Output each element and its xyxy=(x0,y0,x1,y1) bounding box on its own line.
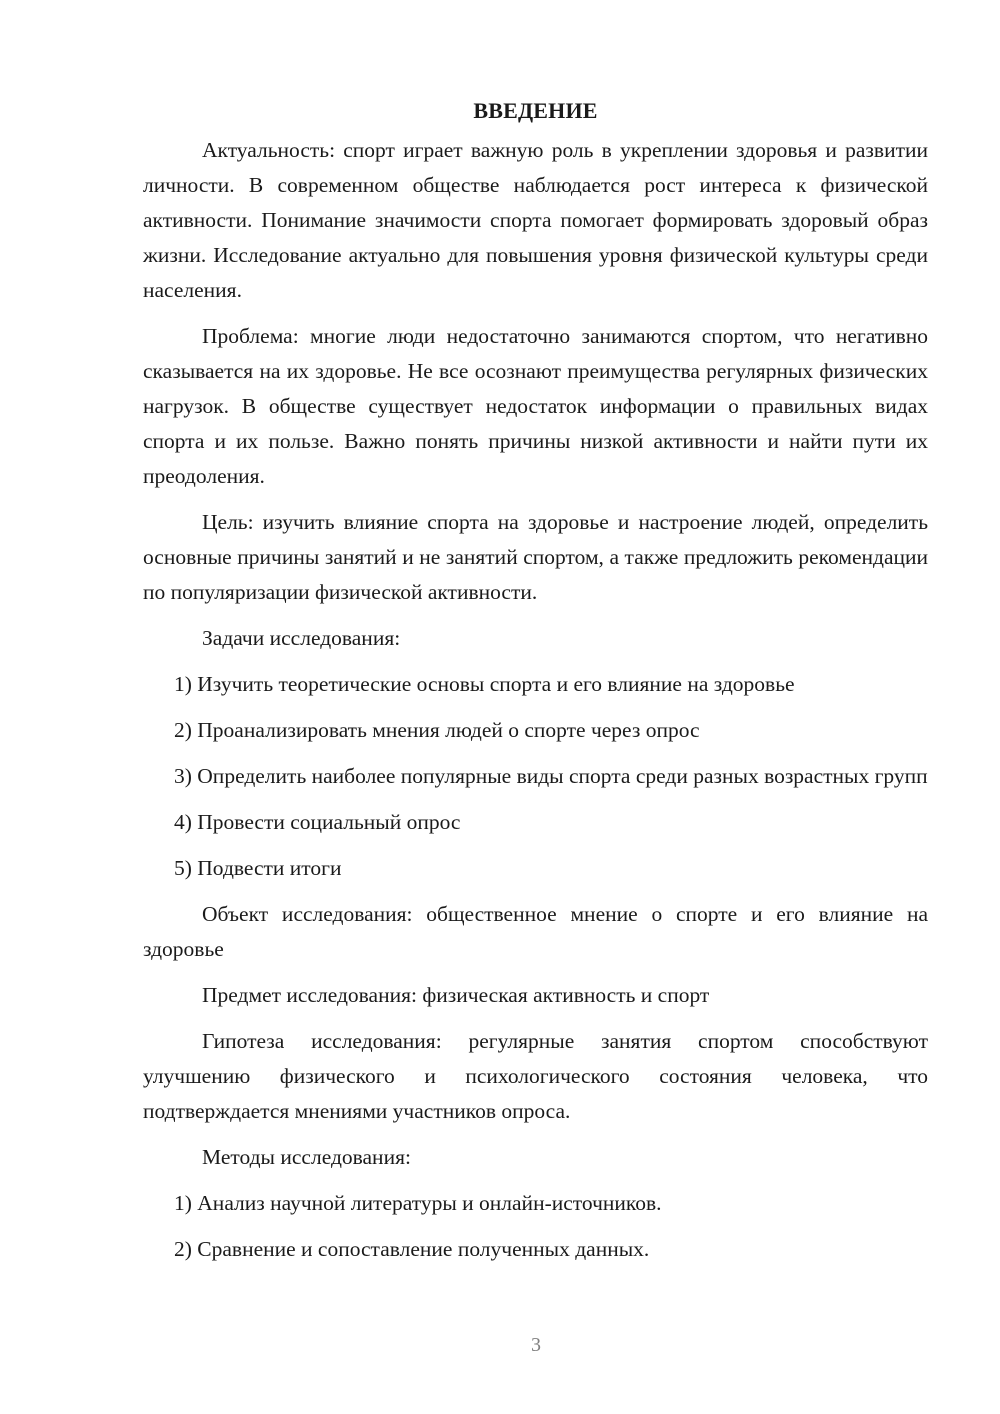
task-item: 5) Подвести итоги xyxy=(174,856,342,880)
task-item: 1) Изучить теоретические основы спорта и его влияние на здоровье xyxy=(174,672,795,696)
object-paragraph: Объект исследования: общественное мнение о спорте и его влияние на здоровье xyxy=(143,902,928,961)
task-item: 2) Проанализировать мнения людей о спорте через опрос xyxy=(174,718,700,742)
task-item: 3) Определить наиболее популярные виды спорта среди разных возрастных групп xyxy=(174,764,928,788)
methods-heading: Методы исследования: xyxy=(202,1145,411,1169)
method-item: 1) Анализ научной литературы и онлайн-источников. xyxy=(174,1191,662,1215)
document-title: ВВЕДЕНИЕ xyxy=(473,98,598,123)
goal-paragraph: Цель: изучить влияние спорта на здоровье и настроение людей, определить основные причины занятий и не занятий спортом, а также предложить рекомендации по популяризации физической активности. xyxy=(143,510,928,604)
relevance-paragraph: Актуальность: спорт играет важную роль в укреплении здоровья и развитии личности. В современном обществе наблюдается рост интереса к физической активности. Понимание значимости спорта помогает формировать здоровый образ жизни. Исследование актуально для повышения уровня физической культуры среди населения. xyxy=(143,138,928,302)
document-page xyxy=(143,95,928,1278)
subject-paragraph: Предмет исследования: физическая активность и спорт xyxy=(202,983,710,1007)
tasks-heading: Задачи исследования: xyxy=(202,626,401,650)
problem-paragraph: Проблема: многие люди недостаточно занимаются спортом, что негативно сказывается на их здоровье. Не все осознают преимущества регулярных физических нагрузок. В обществе существует недостаток информации о правильных видах спорта и их пользе. Важно понять причины низкой активности и найти пути их преодоления. xyxy=(143,324,928,488)
task-item: 4) Провести социальный опрос xyxy=(174,810,461,834)
hypothesis-paragraph: Гипотеза исследования: регулярные занятия спортом способствуют улучшению физического и психологического состояния человека, что подтверждается мнениями участников опроса. xyxy=(143,1029,928,1123)
method-item: 2) Сравнение и сопоставление полученных данных. xyxy=(174,1237,650,1261)
page-number: 3 xyxy=(531,1334,541,1356)
